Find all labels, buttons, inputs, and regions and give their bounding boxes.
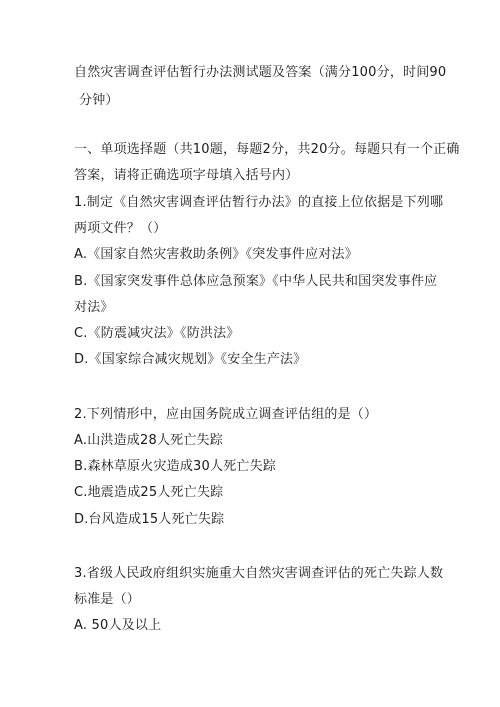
question-1-option-b-continued: 对法》 [74, 300, 114, 315]
question-2-stem: 2.下列情形中，应由国务院成立调查评估组的是（） [74, 407, 378, 422]
question-3-stem-continued: 标准是（） [74, 592, 141, 607]
section-heading-continued: 答案，请将正确选项字母填入括号内） [74, 168, 299, 183]
question-3-stem: 3.省级人民政府组织实施重大自然灾害调查评估的死亡失踪人数 [74, 566, 444, 581]
question-3-option-a: A. 50人及以上 [74, 618, 162, 633]
question-1-stem-continued: 两项文件？（） [74, 221, 167, 236]
section-heading: 一、单项选择题（共10题，每题2分，共20分。每题只有一个正确 [74, 142, 460, 157]
question-1-stem: 1.制定《自然灾害调查评估暂行办法》的直接上位依据是下列哪 [74, 195, 444, 210]
question-2-option-d: D.台风造成15人死亡失踪 [74, 512, 225, 527]
question-2-option-c: C.地震造成25人死亡失踪 [74, 485, 224, 500]
question-1-option-c: C.《防震减灾法》《防洪法》 [74, 326, 240, 341]
question-1-option-d: D.《国家综合减灾规划》《安全生产法》 [74, 352, 307, 367]
question-2-option-a: A.山洪造成28人死亡失踪 [74, 433, 223, 448]
question-2-option-b: B.森林草原火灾造成30人死亡失踪 [74, 459, 276, 474]
question-1-option-b: B.《国家突发事件总体应急预案》《中华人民共和国突发事件应 [74, 274, 438, 289]
document-title: 自然灾害调查评估暂行办法测试题及答案（满分100分，时间90 [74, 65, 447, 80]
question-1-option-a: A.《国家自然灾害救助条例》《突发事件应对法》 [74, 247, 358, 262]
document-title-continued: 分钟） [79, 93, 119, 108]
